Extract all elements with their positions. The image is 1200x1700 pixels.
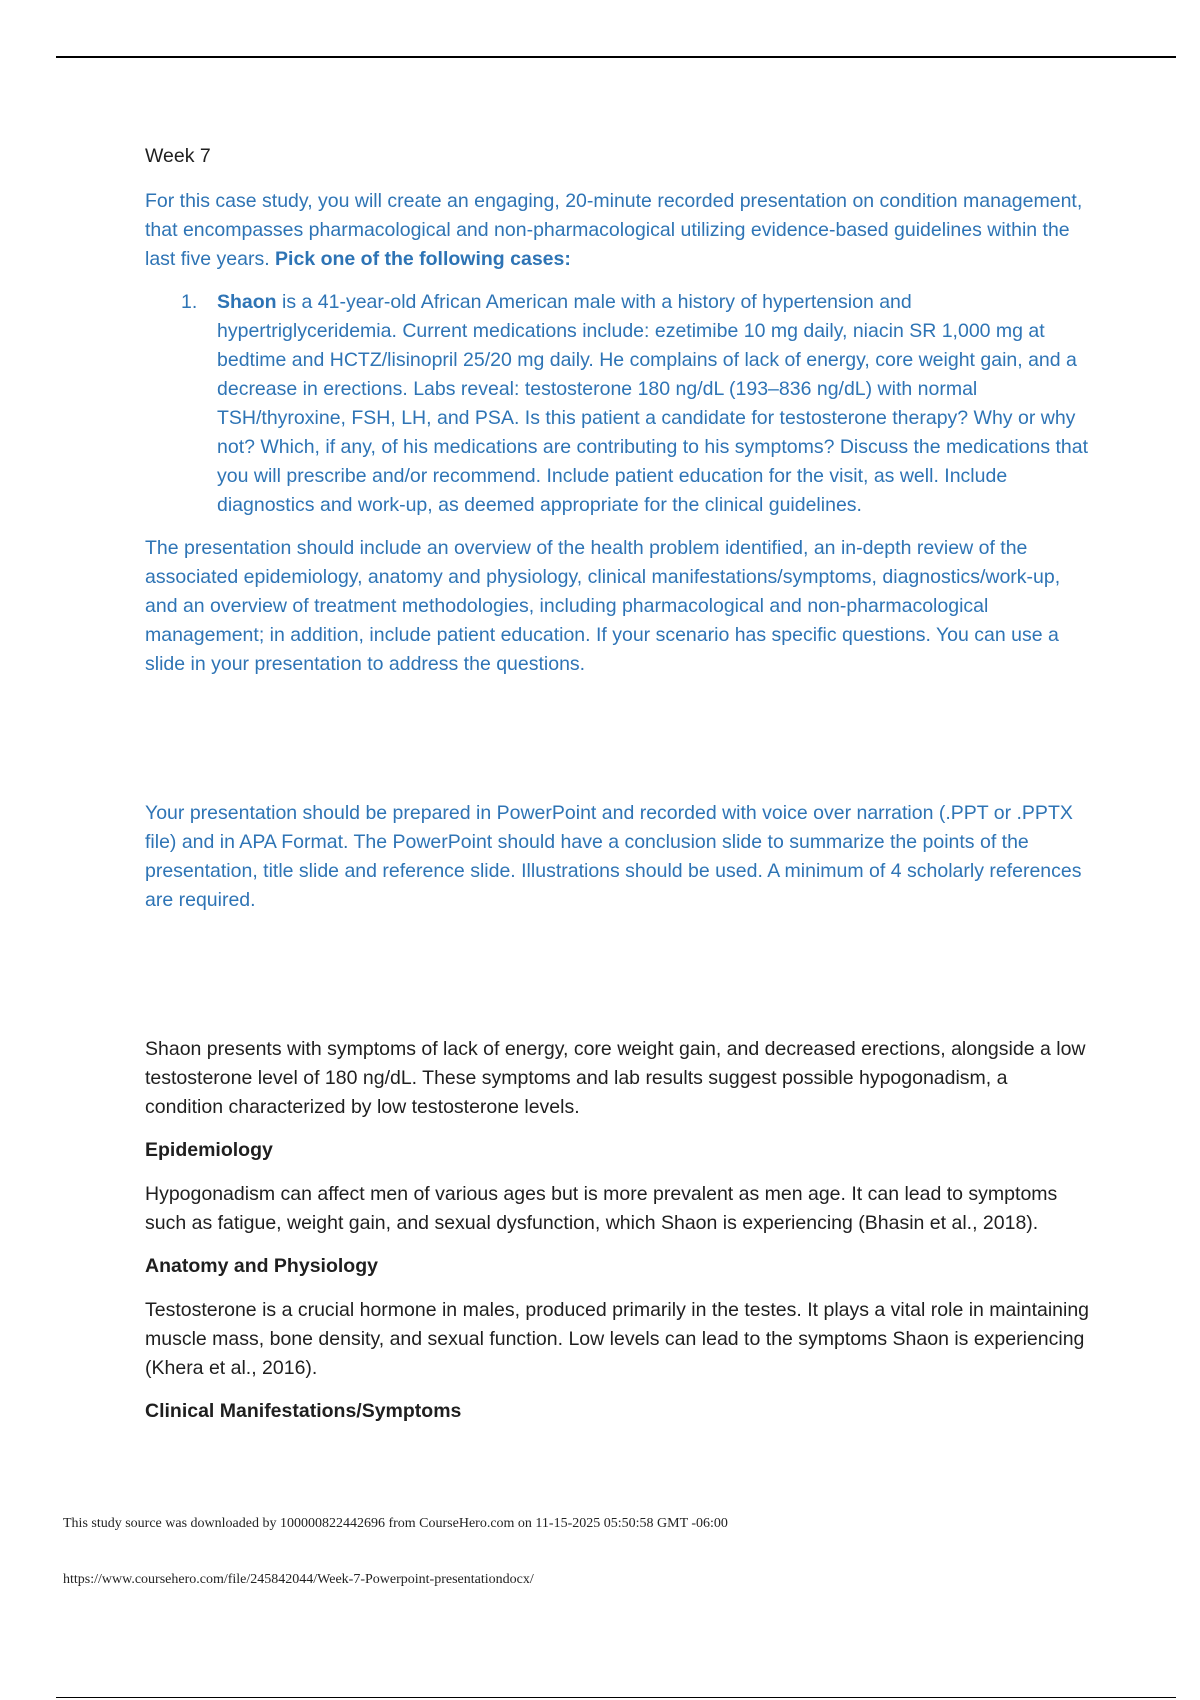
case-list (145, 288, 1090, 520)
presentation-paragraph: The presentation should include an overview of the health problem identified, an in-depth review of the associated epidemiology, anatomy and physiology, clinical manifestations/symptoms, diagnostics/work-up, and an overview of treatment methodologies, including pharmacological and non-pharmacological management; in addition, include patient education. If your scenario has specific questions. You can use a slide in your presentation to address the questions. (145, 537, 1061, 675)
section-heading-anatomy: Anatomy and Physiology (145, 1255, 378, 1277)
case-number: 1. (181, 291, 198, 313)
top-rule (56, 56, 1176, 58)
document-body (145, 142, 1090, 1441)
intro-paragraph (145, 187, 1090, 274)
blank-space (145, 929, 1090, 1035)
list-item (145, 288, 1090, 520)
blank-space (145, 693, 1090, 799)
week-title: Week 7 (145, 145, 211, 167)
section-heading-clinical: Clinical Manifestations/Symptoms (145, 1400, 462, 1422)
section-heading-epidemiology: Epidemiology (145, 1139, 273, 1161)
section-body-anatomy: Testosterone is a crucial hormone in males, produced primarily in the testes. It plays a vital role in maintaining muscle mass, bone density, and sexual function. Low levels can lead to the symptoms Shaon is experiencing (Khera et al., 2016). (145, 1299, 1090, 1379)
format-paragraph: Your presentation should be prepared in PowerPoint and recorded with voice over narration (.PPT or .PPTX file) and in APA Format. The PowerPoint should have a conclusion slide to summarize the points of the presentation, title slide and reference slide. Illustrations should be used. A minimum of 4 scholarly references are required. (145, 802, 1082, 911)
summary-paragraph: Shaon presents with symptoms of lack of energy, core weight gain, and decreased erections, alongside a low testosterone level of 180 ng/dL. These symptoms and lab results suggest possible hypogonadism, a condition characterized by low testosterone levels. (145, 1038, 1086, 1118)
section-body-epidemiology: Hypogonadism can affect men of various ages but is more prevalent as men age. It can lead to symptoms such as fatigue, weight gain, and sexual dysfunction, which Shaon is experiencing (Bhasin et al., 2018). (145, 1183, 1058, 1234)
source-url[interactable]: https://www.coursehero.com/file/245842044/Week-7-Powerpoint-presentationdocx/ (63, 1572, 534, 1587)
case-name: Shaon (217, 291, 277, 313)
intro-bold-text: Pick one of the following cases: (275, 248, 571, 270)
intro-text: For this case study, you will create an engaging, 20-minute recorded presentation on condition management, that encompasses pharmacological and non-pharmacological utilizing evidence-based guidelines within the last five years. (145, 190, 1083, 270)
bottom-rule (56, 1697, 1176, 1698)
download-notice: This study source was downloaded by 100000822442696 from CourseHero.com on 11-15-2025 05:50:58 GMT -06:00 (63, 1516, 728, 1531)
case-description (217, 288, 1090, 520)
case-text: is a 41-year-old African American male with a history of hypertension and hypertriglyceridemia. Current medications include: ezetimibe 10 mg daily, niacin SR 1,000 mg at bedtime and HCTZ/lisinopril 25/20 mg daily. He complains of lack of energy, core weight gain, and a decrease in erections. Labs reveal: testosterone 180 ng/dL (193–836 ng/dL) with normal TSH/thyroxine, FSH, LH, and PSA. Is this patient a candidate for testosterone therapy? Why or why not? Which, if any, of his medications are contributing to his symptoms? Discuss the medications that you will prescribe and/or recommend. Include patient education for the visit, as well. Include diagnostics and work-up, as deemed appropriate for the clinical guidelines. (217, 291, 1089, 516)
